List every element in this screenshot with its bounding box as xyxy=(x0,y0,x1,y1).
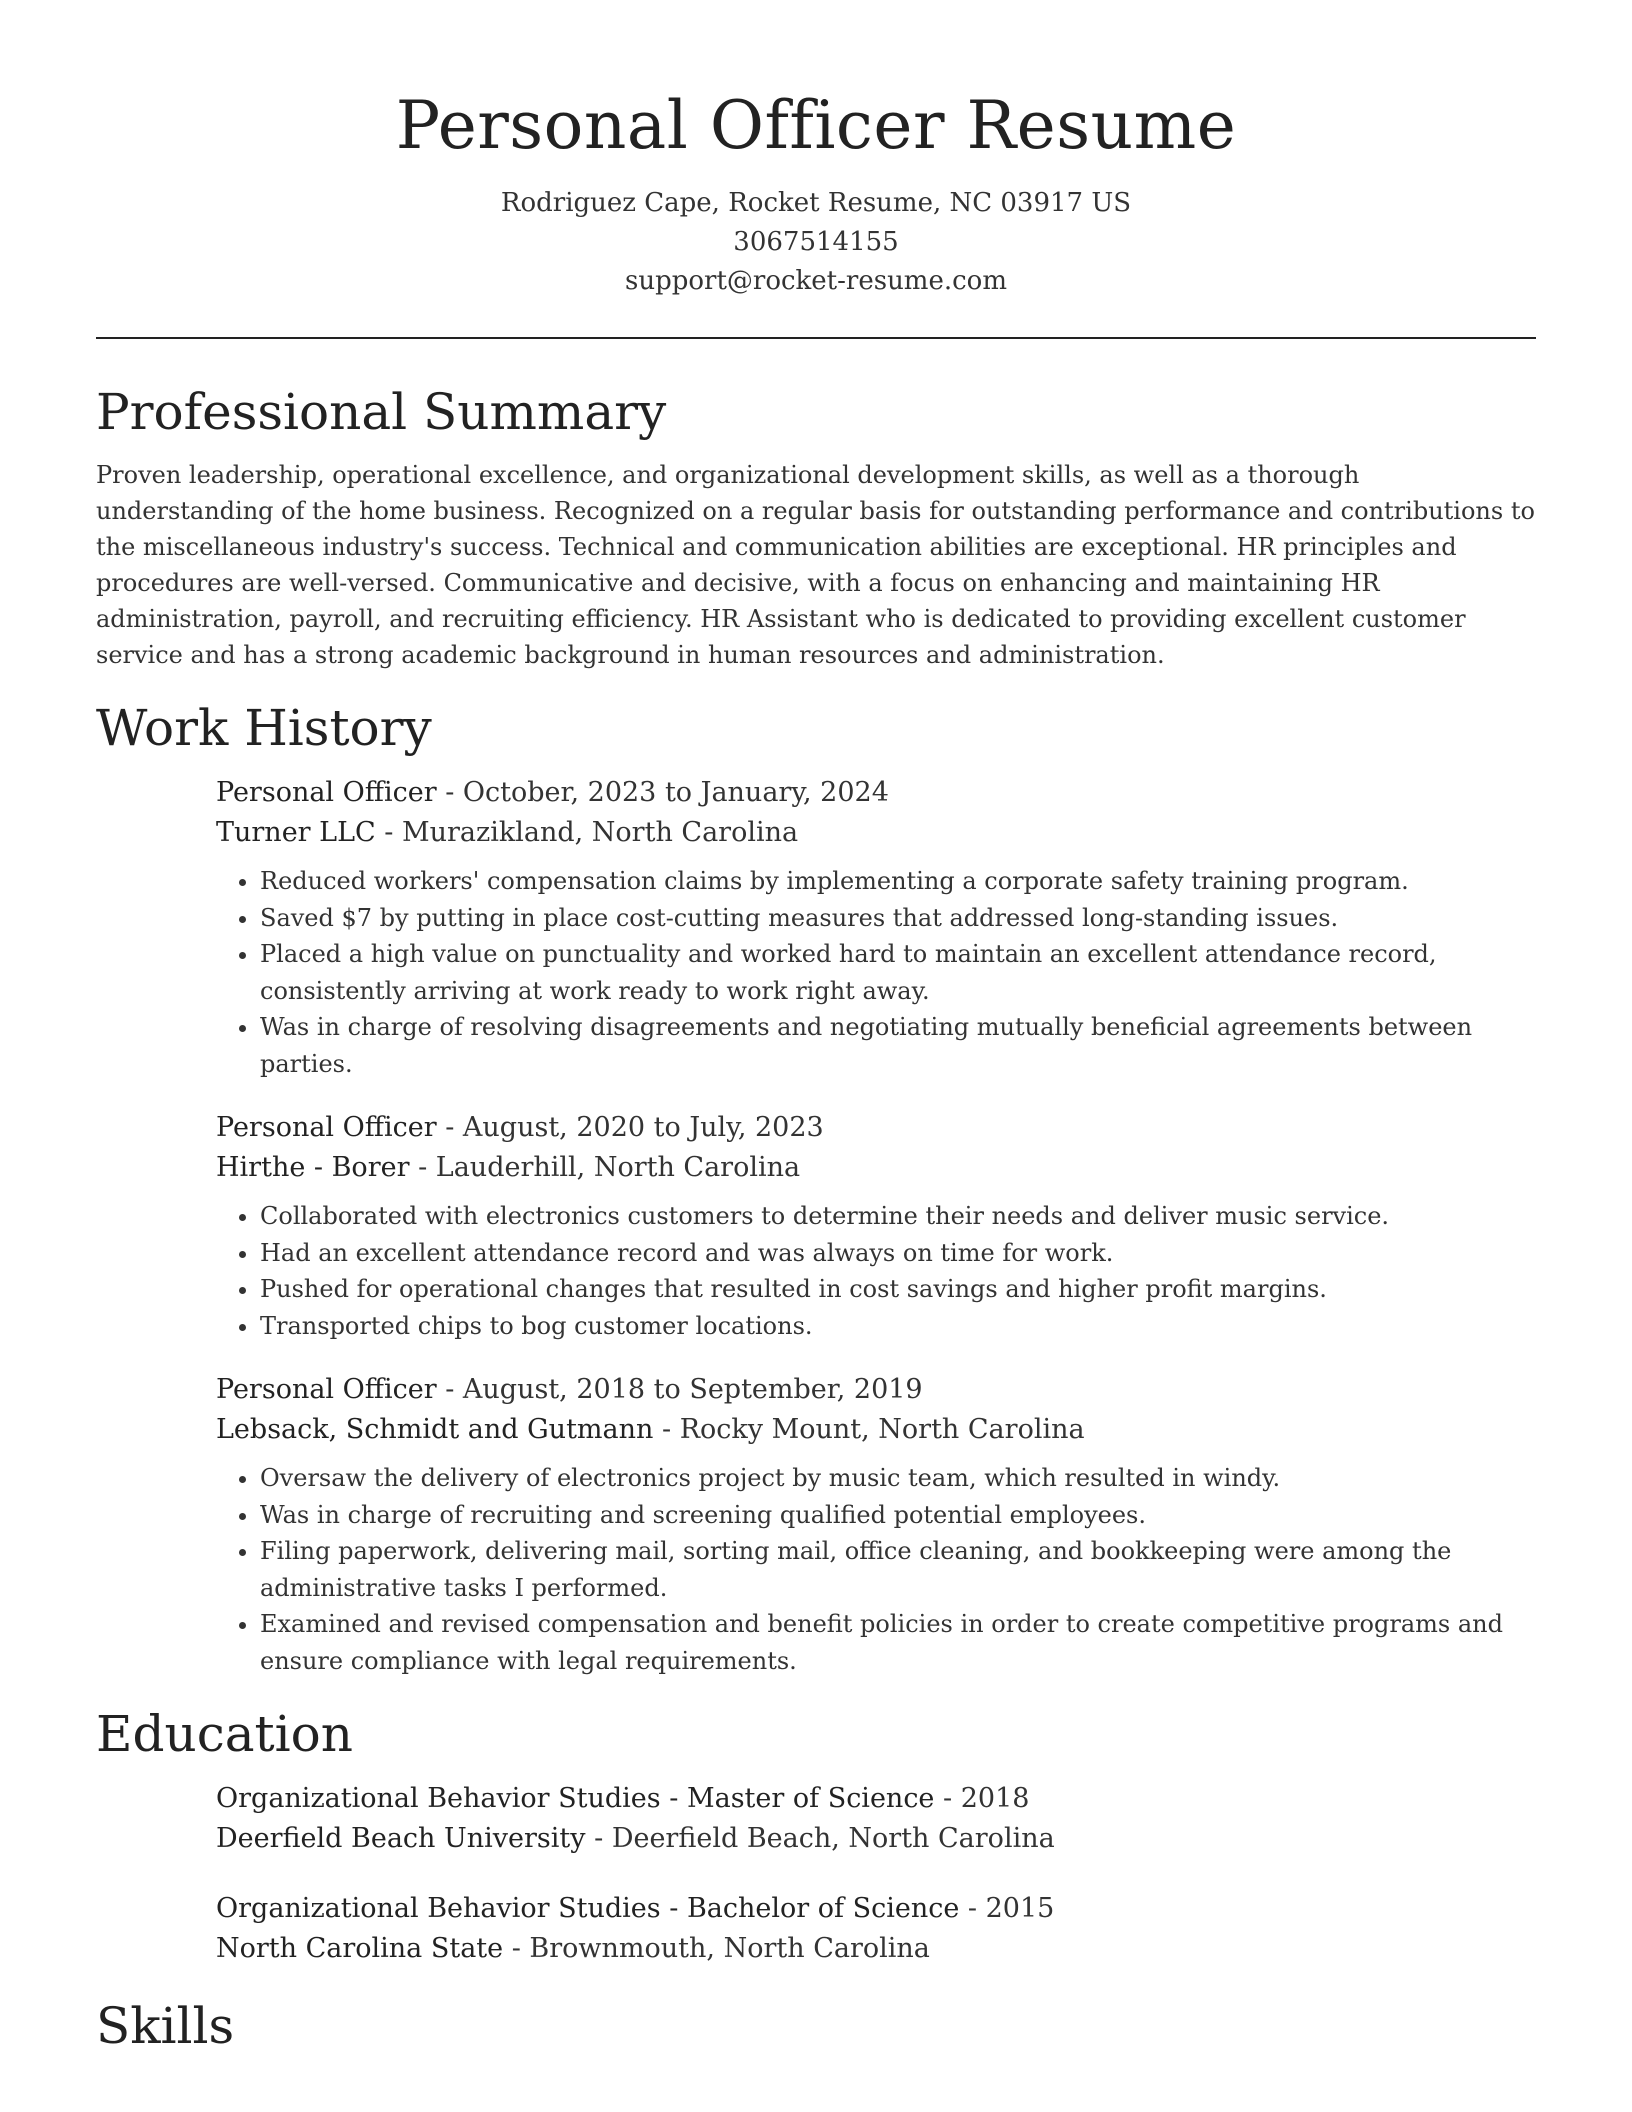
resume-page xyxy=(96,0,1536,2059)
list-item: • Was in charge of recruiting and screening qualified potential employees. xyxy=(260,1497,1536,1534)
education-entry xyxy=(216,1889,1536,1969)
job-company: Hirthe - Borer xyxy=(216,1152,410,1183)
skills-section xyxy=(96,1993,1536,2059)
education-school: Deerfield Beach University xyxy=(216,1823,586,1854)
list-item: • Examined and revised compensation and benefit policies in order to create competitive programs and ensure compliance with legal requirements. xyxy=(260,1606,1536,1679)
job-title-line xyxy=(216,1108,1536,1148)
resume-header xyxy=(96,0,1536,301)
job-entry xyxy=(216,773,1536,1082)
job-bullets xyxy=(216,1198,1536,1344)
list-item: • Collaborated with electronics customers to determine their needs and deliver music service. xyxy=(260,1198,1536,1235)
job-company: Turner LLC xyxy=(216,817,376,848)
education-degree: - Master of Science xyxy=(660,1783,935,1814)
job-company-line xyxy=(216,1410,1536,1450)
contact-phone: 3067514155 xyxy=(733,227,899,257)
job-entry xyxy=(216,1370,1536,1679)
education-section xyxy=(96,1701,1536,1969)
job-role: Personal Officer xyxy=(216,777,437,808)
list-item: • Saved $7 by putting in place cost-cutting measures that addressed long-standing issues. xyxy=(260,900,1536,937)
education-field: Organizational Behavior Studies xyxy=(216,1893,661,1924)
summary-text: Proven leadership, operational excellence, and organizational development skills, as well as a thorough understanding of the home business. Recognized on a regular basis for outstanding performance and contributions to the miscellaneous industry's success. Technical and communication abilities are exceptional. HR principles and procedures are well-versed. Communicative and decisive, with a focus on enhancing and maintaining HR administration, payroll, and recruiting efficiency. HR Assistant who is dedicated to providing excellent customer service and has a strong academic background in human resources and administration. xyxy=(96,461,1535,669)
header-divider xyxy=(96,337,1536,339)
job-entry xyxy=(216,1108,1536,1344)
job-role: Personal Officer xyxy=(216,1112,437,1143)
education-school-line xyxy=(216,1819,1536,1859)
job-bullets xyxy=(216,1460,1536,1679)
job-company-line xyxy=(216,813,1536,853)
education-degree-line xyxy=(216,1779,1536,1819)
education-location: - Brownmouth, North Carolina xyxy=(503,1933,930,1964)
list-item: • Had an excellent attendance record and was always on time for work. xyxy=(260,1235,1536,1272)
job-location: - Murazikland, North Carolina xyxy=(375,817,799,848)
contact-address: Rodriguez Cape, Rocket Resume, NC 03917 US xyxy=(500,188,1132,218)
job-dates: - August, 2018 to September, 2019 xyxy=(436,1374,923,1405)
education-year: - 2015 xyxy=(959,1893,1055,1924)
work-history-heading: Work History xyxy=(96,699,432,757)
education-year: - 2018 xyxy=(934,1783,1030,1814)
job-location: - Rocky Mount, North Carolina xyxy=(653,1414,1085,1445)
job-role: Personal Officer xyxy=(216,1374,437,1405)
education-entry xyxy=(216,1779,1536,1859)
job-title-line xyxy=(216,773,1536,813)
education-school: North Carolina State xyxy=(216,1933,504,1964)
education-location: - Deerfield Beach, North Carolina xyxy=(585,1823,1055,1854)
contact-block xyxy=(96,184,1536,301)
list-item: • Placed a high value on punctuality and worked hard to maintain an excellent attendance record, consistently arriving at work ready to work right away. xyxy=(260,936,1536,1009)
list-item: • Filing paperwork, delivering mail, sorting mail, office cleaning, and bookkeeping were among the administrative tasks I performed. xyxy=(260,1533,1536,1606)
contact-email: support@rocket-resume.com xyxy=(624,266,1007,296)
education-degree-line xyxy=(216,1889,1536,1929)
list-item: • Was in charge of resolving disagreements and negotiating mutually beneficial agreements between parties. xyxy=(260,1009,1536,1082)
job-company-line xyxy=(216,1148,1536,1188)
resume-title: Personal Officer Resume xyxy=(395,87,1237,164)
job-dates: - August, 2020 to July, 2023 xyxy=(436,1112,824,1143)
summary-section xyxy=(96,379,1536,673)
education-degree: - Bachelor of Science xyxy=(660,1893,960,1924)
job-company: Lebsack, Schmidt and Gutmann xyxy=(216,1414,654,1445)
summary-heading: Professional Summary xyxy=(96,383,667,441)
education-school-line xyxy=(216,1929,1536,1969)
list-item: • Transported chips to bog customer locations. xyxy=(260,1308,1536,1345)
list-item: • Pushed for operational changes that resulted in cost savings and higher profit margins. xyxy=(260,1271,1536,1308)
education-field: Organizational Behavior Studies xyxy=(216,1783,661,1814)
job-bullets xyxy=(216,863,1536,1082)
list-item: • Oversaw the delivery of electronics project by music team, which resulted in windy. xyxy=(260,1460,1536,1497)
job-dates: - October, 2023 to January, 2024 xyxy=(436,777,889,808)
work-history-section xyxy=(96,695,1536,1679)
list-item: • Reduced workers' compensation claims by implementing a corporate safety training program. xyxy=(260,863,1536,900)
job-title-line xyxy=(216,1370,1536,1410)
education-heading: Education xyxy=(96,1705,353,1763)
skills-heading: Skills xyxy=(96,1997,235,2055)
job-location: - Lauderhill, North Carolina xyxy=(409,1152,801,1183)
